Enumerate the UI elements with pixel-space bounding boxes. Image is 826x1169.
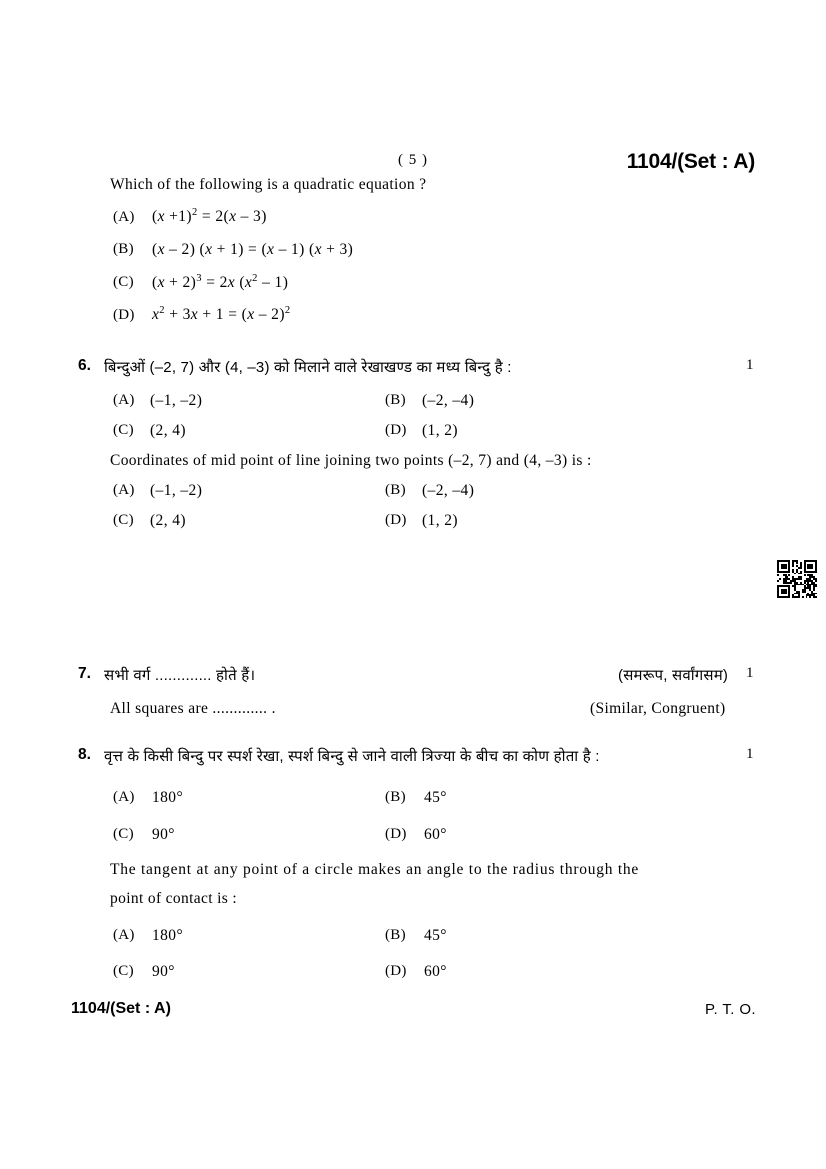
q8-hindi-option-d-value: 60° bbox=[424, 826, 447, 843]
q7-english-stem: All squares are ............. . bbox=[110, 700, 276, 717]
q8-english-option-b-value: 45° bbox=[424, 927, 447, 944]
footer-pto-note: P. T. O. bbox=[704, 1001, 756, 1018]
q7-hindi-bracket: (समरूप, सर्वांगसम) bbox=[618, 667, 729, 684]
q6-english-option-c-value: (2, 4) bbox=[150, 512, 186, 529]
q8-hindi-option-b-value: 45° bbox=[424, 789, 447, 806]
q5-option-b-value: (x – 2) (x + 1) = (x – 1) (x + 3) bbox=[152, 241, 354, 258]
q7-marks: 1 bbox=[746, 665, 754, 681]
q8-english-option-c-value: 90° bbox=[152, 963, 175, 980]
q6-hindi-option-b-value: (–2, –4) bbox=[422, 392, 475, 409]
q6-english-option-d-value: (1, 2) bbox=[422, 512, 458, 529]
q6-marks: 1 bbox=[746, 357, 754, 373]
q6-english-option-b-value: (–2, –4) bbox=[422, 482, 475, 499]
q6-english-option-d-label: (D) bbox=[385, 512, 407, 528]
q8-hindi-stem: वृत्त के किसी बिन्दु पर स्पर्श रेखा, स्पर्श बिन्दु से जाने वाली त्रिज्या के बीच का कोण होता है : bbox=[104, 748, 600, 765]
q6-number: 6. bbox=[78, 357, 91, 374]
q5-option-c-value: $(x + 2)^3 = 2x$ $(x^2 - 1)$ bbox=[152, 272, 289, 291]
q8-english-option-c-label: (C) bbox=[113, 963, 134, 979]
q6-hindi-option-d-value: (1, 2) bbox=[422, 422, 458, 439]
paper-code-header: 1104/(Set : A) bbox=[626, 150, 755, 173]
q8-marks: 1 bbox=[746, 746, 754, 762]
q5-option-d-value: $x^2 + 3x + 1 = (x - 2)^2$ bbox=[152, 304, 291, 323]
q6-english-option-a-label: (A) bbox=[113, 482, 135, 498]
q8-hindi-option-c-value: 90° bbox=[152, 826, 175, 843]
q8-english-option-a-value: 180° bbox=[152, 927, 184, 944]
q7-number: 7. bbox=[78, 665, 91, 682]
q6-hindi-option-a-value: (–1, –2) bbox=[150, 392, 203, 409]
q8-english-stem-line2: point of contact is : bbox=[110, 890, 238, 907]
q8-hindi-option-c-label: (C) bbox=[113, 826, 134, 842]
q6-english-stem: Coordinates of mid point of line joining two points (–2, 7) and (4, –3) is : bbox=[110, 452, 592, 469]
q6-english-option-b-label: (B) bbox=[385, 482, 406, 498]
q5-english-stem: Which of the following is a quadratic equation ? bbox=[110, 176, 427, 193]
q8-english-option-b-label: (B) bbox=[385, 927, 406, 943]
q5-option-a-label: (A) bbox=[113, 209, 135, 225]
q6-hindi-option-d-label: (D) bbox=[385, 422, 407, 438]
q6-hindi-option-b-label: (B) bbox=[385, 392, 406, 408]
q7-hindi-stem: सभी वर्ग ............. होते हैं। bbox=[104, 667, 256, 684]
page-number: ( 5 ) bbox=[398, 152, 428, 168]
q5-option-b-label: (B) bbox=[113, 241, 134, 257]
q5-option-a-value: $(x +1)^2 = 2(x - 3)$ bbox=[152, 206, 267, 225]
q6-hindi-option-c-value: (2, 4) bbox=[150, 422, 186, 439]
q5-option-c-label: (C) bbox=[113, 274, 134, 290]
q8-number: 8. bbox=[78, 746, 91, 763]
q8-hindi-option-b-label: (B) bbox=[385, 789, 406, 805]
q8-hindi-option-d-label: (D) bbox=[385, 826, 407, 842]
q5-option-d-label: (D) bbox=[113, 307, 135, 323]
q6-english-option-a-value: (–1, –2) bbox=[150, 482, 203, 499]
q6-hindi-option-c-label: (C) bbox=[113, 422, 134, 438]
q7-english-bracket: (Similar, Congruent) bbox=[590, 700, 726, 717]
q6-hindi-stem: बिन्दुओं (–2, 7) और (4, –3) को मिलाने वाले रेखाखण्ड का मध्य बिन्दु है : bbox=[104, 359, 512, 376]
q8-english-option-a-label: (A) bbox=[113, 927, 135, 943]
q8-english-option-d-value: 60° bbox=[424, 963, 447, 980]
q8-hindi-option-a-label: (A) bbox=[113, 789, 135, 805]
q8-english-stem-line1: The tangent at any point of a circle makes an angle to the radius through the bbox=[110, 861, 640, 878]
qr-code bbox=[777, 560, 817, 598]
q6-hindi-option-a-label: (A) bbox=[113, 392, 135, 408]
footer-paper-code: 1104/(Set : A) bbox=[71, 1000, 171, 1017]
q8-english-option-d-label: (D) bbox=[385, 963, 407, 979]
q6-english-option-c-label: (C) bbox=[113, 512, 134, 528]
q8-hindi-option-a-value: 180° bbox=[152, 789, 184, 806]
